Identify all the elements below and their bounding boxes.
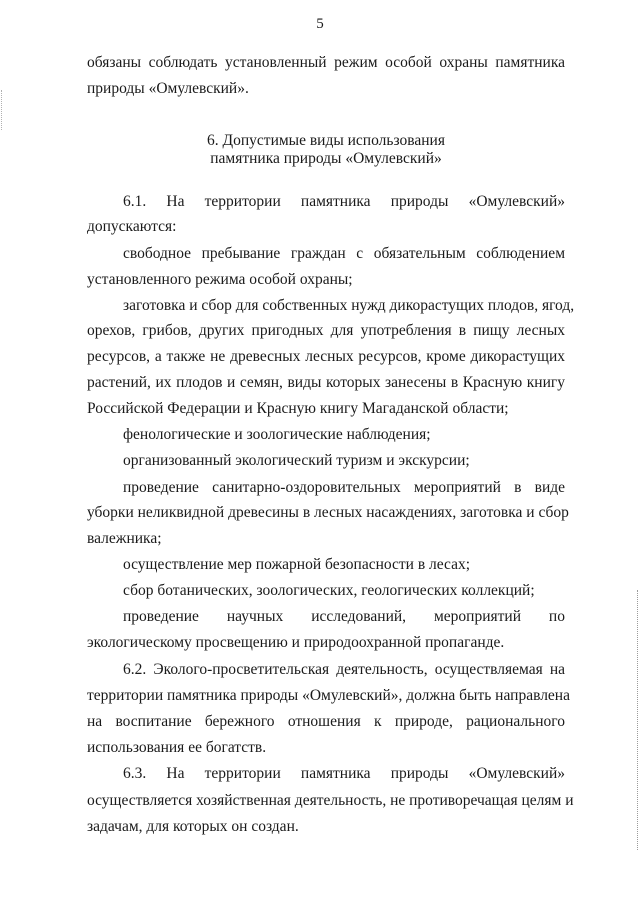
paragraph-6-3-line-2: осуществляется хозяйственная деятельность, не противоречащая целям и [87,792,574,809]
word: 6.1. [123,193,147,210]
intro-line-2: природы «Омулевский». [87,80,249,97]
word: мероприятий [433,608,521,625]
paragraph-6-2-line-2: территории памятника природы «Омулевский», должна быть направлена [87,687,570,704]
page-number: 5 [316,16,324,32]
word: 6.3. [123,765,147,782]
word: памятника [300,765,371,782]
paragraph-6-2-line-1: 6.2. Эколого-просветительская деятельность, осуществляемая на [123,661,565,678]
item-sanitary-line-3: валежника; [87,530,162,547]
paragraph-6-2-line-3: на воспитание бережного отношения к природе, рационального [87,713,565,730]
section-heading-line-2: памятника природы «Омулевский» [210,150,442,167]
item-free-stay-line-2: установленного режима особой охраны; [87,271,353,288]
word: территории [204,765,281,782]
item-harvest-line-4: растений, их плодов и семян, виды которых занесены в Красную книгу [87,374,565,391]
word: территории [204,193,281,210]
scan-edge-marks [635,590,638,850]
item-research-line-2: экологическому просвещению и природоохранной пропаганде. [87,634,505,651]
item-sanitary-line-2: уборки неликвидной древесины в лесных насаждениях, заготовка и сбор [87,504,569,521]
item-collections: сбор ботанических, зоологических, геологических коллекций; [123,582,535,599]
paragraph-6-3-line-1 [123,764,565,784]
word: исследований, [311,608,407,625]
item-harvest-line-2: орехов, грибов, других пригодных для употребления в пищу лесных [87,322,565,339]
paragraph-6-3-line-3: задачам, для которых он создан. [87,818,299,835]
word: проведение [123,608,199,625]
word: памятника [300,193,371,210]
item-sanitary-line-1: проведение санитарно-оздоровительных мероприятий в виде [123,479,565,496]
word: «Омулевский» [468,765,565,782]
item-tourism: организованный экологический туризм и экскурсии; [123,452,470,469]
item-fire-safety: осуществление мер пожарной безопасности в лесах; [123,556,471,573]
word: природы [390,193,449,210]
item-harvest-line-5: Российской Федерации и Красную книгу Магаданской области; [87,400,509,417]
paragraph-6-1-line-1 [123,192,565,212]
word: по [548,608,565,625]
word: научных [226,608,284,625]
word: природы [390,765,449,782]
item-free-stay-line-1: свободное пребывание граждан с обязательным соблюдением [123,245,565,262]
word: «Омулевский» [468,193,565,210]
item-research-line-1 [123,607,565,627]
word: На [166,193,185,210]
item-observations: фенологические и зоологические наблюдения; [123,426,431,443]
item-harvest-line-3: ресурсов, а также не древесных лесных ресурсов, кроме дикорастущих [87,348,565,365]
paragraph-6-1-line-2: допускаются: [87,218,177,235]
item-harvest-line-1: заготовка и сбор для собственных нужд дикорастущих плодов, ягод, [123,297,575,314]
paragraph-6-2-line-4: использования ее богатств. [87,739,267,756]
intro-line-1: обязаны соблюдать установленный режим особой охраны памятника [87,54,565,71]
section-heading-line-1: 6. Допустимые виды использования [207,132,445,149]
word: На [166,765,185,782]
scan-edge-marks-left [1,90,3,130]
